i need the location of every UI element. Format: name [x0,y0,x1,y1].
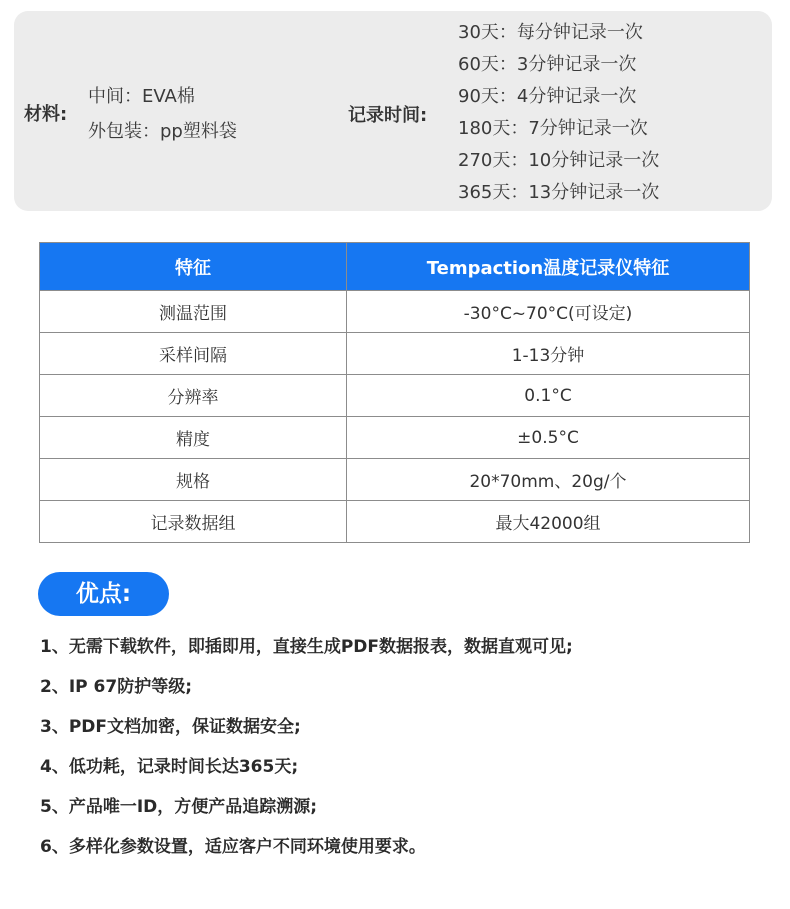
table-row [40,459,750,501]
spec-header-product: Tempaction温度记录仪特征 [347,243,750,291]
record-line: 90天：4分钟记录一次 [458,86,637,107]
table-row [40,375,750,417]
spec-feature-cell: 精度 [40,417,347,459]
spec-feature-cell: 测温范围 [40,291,347,333]
record-line: 60天：3分钟记录一次 [458,54,637,75]
spec-value-cell: ±0.5°C [347,417,750,459]
list-item: 3、PDF文档加密，保证数据安全; [40,717,301,737]
advantages-list [40,631,573,871]
list-item: 2、IP 67防护等级; [40,677,192,697]
material-line-middle: 中间：EVA棉 [88,86,195,107]
table-row [40,333,750,375]
spec-feature-cell: 记录数据组 [40,501,347,543]
record-time-label: 记录时间: [348,105,428,126]
spec-value-cell: 20*70mm、20g/个 [347,459,750,501]
record-line: 180天：7分钟记录一次 [458,118,648,139]
spec-value-cell: 0.1°C [347,375,750,417]
list-item: 6、多样化参数设置，适应客户不同环境使用要求。 [40,837,426,857]
spec-feature-cell: 采样间隔 [40,333,347,375]
spec-value-cell: 1-13分钟 [347,333,750,375]
spec-feature-cell: 规格 [40,459,347,501]
record-time-lines [458,17,659,209]
table-row [40,291,750,333]
table-row [40,417,750,459]
spec-value-cell: 最大42000组 [347,501,750,543]
list-item: 5、产品唯一ID，方便产品追踪溯源; [40,797,318,817]
spec-table-header-row [40,243,750,291]
spec-value-cell: -30°C~70°C(可设定) [347,291,750,333]
material-line-package: 外包装：pp塑料袋 [88,121,237,142]
list-item: 4、低功耗，记录时间长达365天; [40,757,299,777]
spec-table [39,242,750,543]
material-lines [88,79,237,149]
list-item: 1、无需下载软件，即插即用，直接生成PDF数据报表，数据直观可见; [40,637,573,657]
advantages-title-badge: 优点: [38,572,169,616]
info-card [14,11,772,211]
spec-header-feature: 特征 [40,243,347,291]
record-line: 30天：每分钟记录一次 [458,22,643,43]
spec-feature-cell: 分辨率 [40,375,347,417]
material-label: 材料: [24,104,68,125]
record-line: 270天：10分钟记录一次 [458,150,660,171]
table-row [40,501,750,543]
record-line: 365天：13分钟记录一次 [458,182,660,203]
